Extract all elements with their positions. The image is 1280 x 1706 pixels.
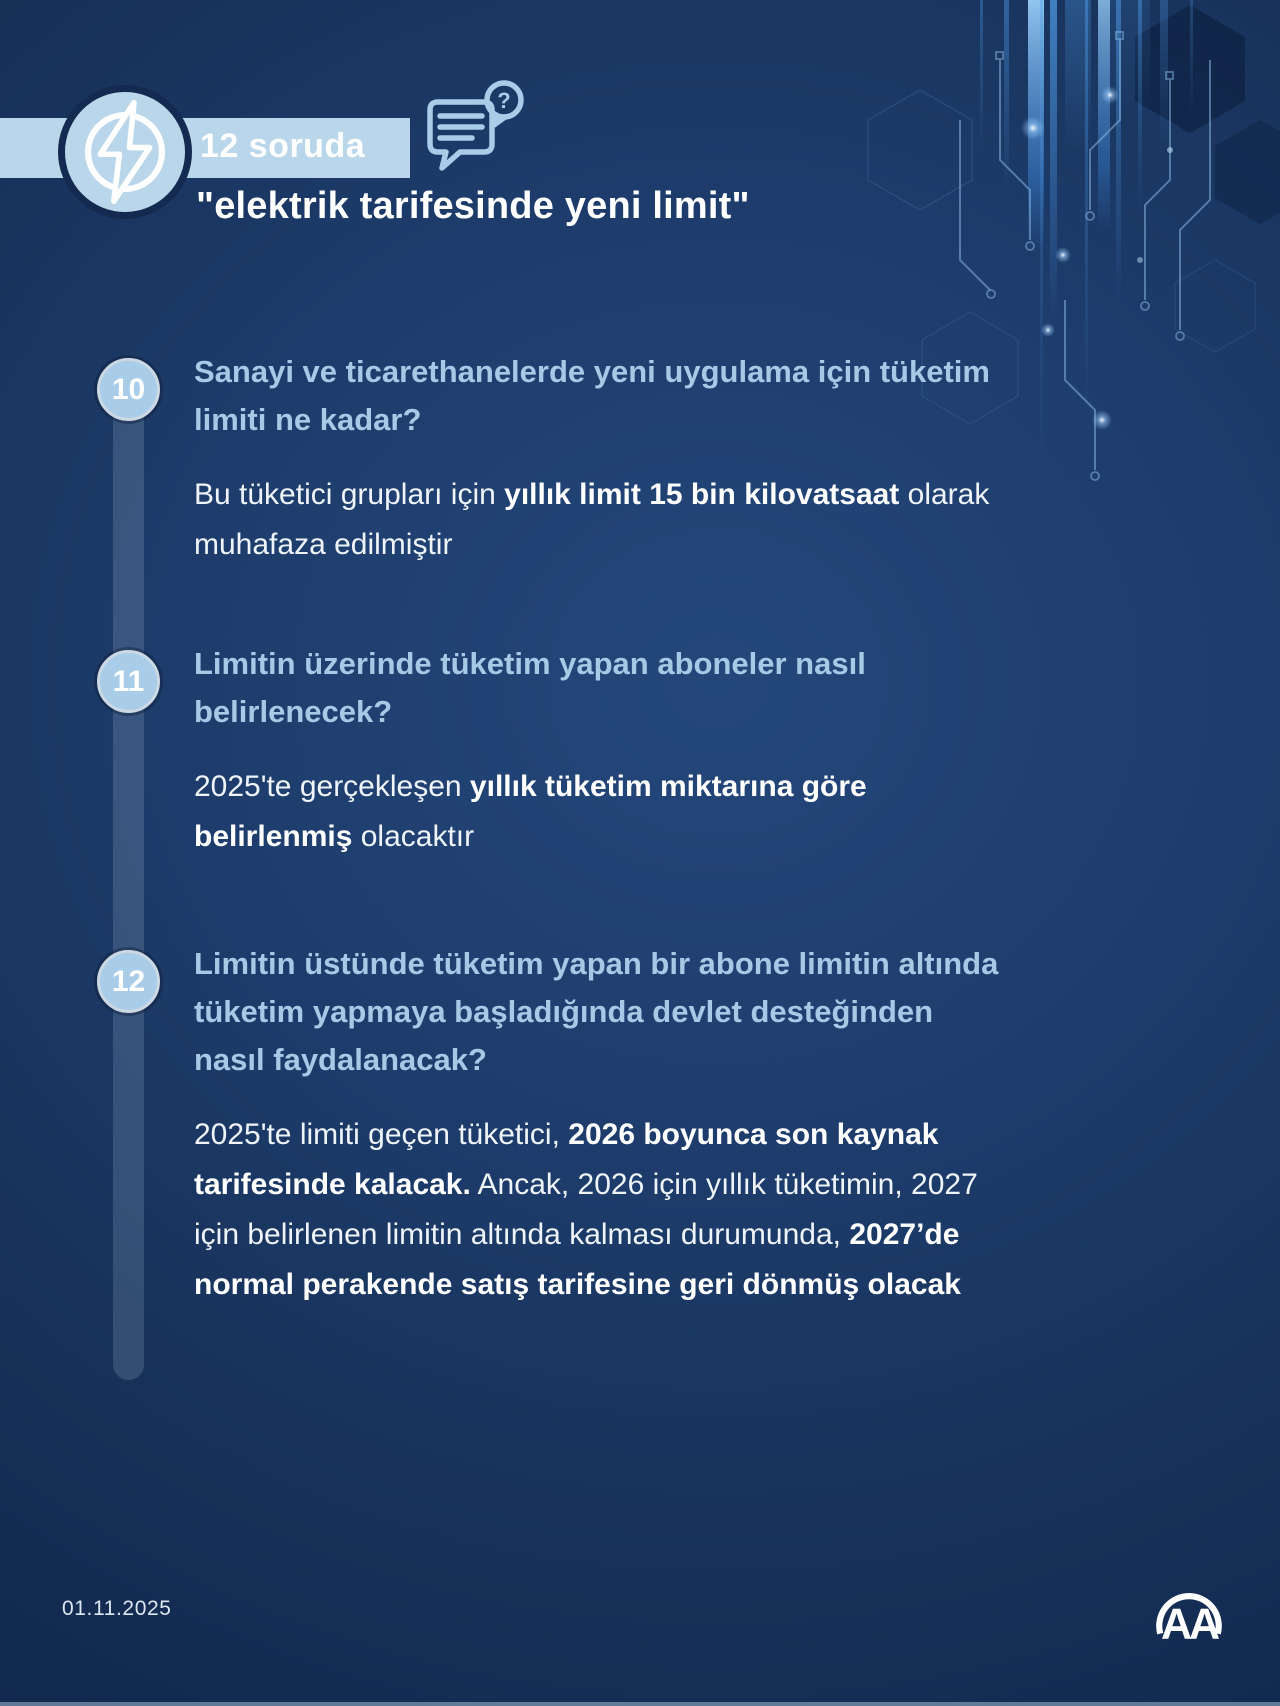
question-number-badge: 11 <box>97 650 160 713</box>
answer-text: Bu tüketici grupları için yıllık limit 15 bin kilovatsaat olarak muhafaza edilmiştir <box>194 478 990 561</box>
question-number-badge: 12 <box>97 950 160 1013</box>
question-text: Limitin üstünde tüketim yapan bir abone limitin altında tüketim yapmaya başladığında devlet desteğinden nasıl faydalanacak? <box>194 946 999 1078</box>
qa-content <box>194 640 1010 862</box>
qa-content <box>194 348 1010 570</box>
question-chat-icon <box>424 78 526 184</box>
electricity-bolt-icon <box>58 85 192 219</box>
answer-text: 2025'te limiti geçen tüketici, 2026 boyunca son kaynak tarifesinde kalacak. Ancak, 2026 için yıllık tüketimin, 2027 için belirlenen limitin altında kalması durumunda, 2027’de normal perakende satış tarifesine geri dönmüş olacak <box>194 1118 978 1301</box>
question-number-badge: 10 <box>97 358 160 421</box>
qa-item-11 <box>97 640 1010 862</box>
question-mark-glyph: ? <box>497 88 511 113</box>
publication-date: 01.11.2025 <box>62 1597 172 1620</box>
answer-text: 2025'te gerçekleşen yıllık tüketim miktarına göre belirlenmiş olacaktır <box>194 770 867 853</box>
qa-content <box>194 940 1010 1309</box>
qa-item-12 <box>97 940 1010 1309</box>
question-text: Limitin üzerinde tüketim yapan aboneler nasıl belirlenecek? <box>194 646 866 730</box>
series-badge-label: 12 soruda <box>200 127 366 165</box>
logo-text: AA <box>1160 1600 1218 1644</box>
qa-item-10 <box>97 348 1010 570</box>
page-title: "elektrik tarifesinde yeni limit" <box>196 185 750 227</box>
question-text: Sanayi ve ticarethanelerde yeni uygulama için tüketim limiti ne kadar? <box>194 354 990 438</box>
anadolu-agency-logo <box>1150 1570 1228 1644</box>
